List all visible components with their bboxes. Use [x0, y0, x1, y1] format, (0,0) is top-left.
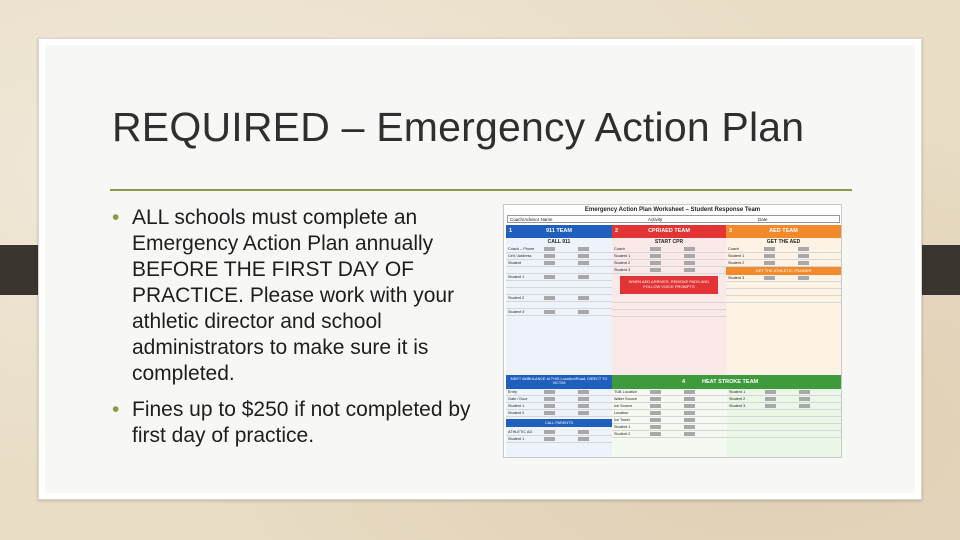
- worksheet-line: Entry: [506, 389, 612, 396]
- worksheet-line: [506, 267, 612, 274]
- worksheet-line: Location: [612, 410, 727, 417]
- worksheet-line: Student 1: [506, 436, 612, 443]
- team-number: 4: [682, 379, 686, 385]
- team-aed-column: [726, 225, 841, 375]
- worksheet-line: [727, 424, 841, 431]
- bullet-item-fines: [110, 397, 480, 449]
- ambulance-note: MEET AMBULANCE at THIS Location/Road, DIRECT TO VICTIM: [506, 375, 612, 389]
- worksheet-line: ATHLETIC AD: [506, 429, 612, 436]
- trainer-note: GET THE ATHLETIC TRAINER: [726, 267, 841, 275]
- team-cpr-column: [612, 225, 726, 375]
- right-tab-decoration: [918, 245, 960, 295]
- team-number: 3: [729, 228, 733, 234]
- team-name: HEAT STROKE TEAM: [702, 379, 759, 385]
- team-name: 911 TEAM: [546, 228, 572, 234]
- team-number: 2: [615, 228, 619, 234]
- bullet-icon: •: [112, 398, 120, 421]
- team-911-column: [506, 225, 612, 375]
- team-number: 1: [509, 228, 513, 234]
- bullet-item-eap-requirement: [110, 205, 480, 387]
- team-name: CPR/AED TEAM: [648, 228, 690, 234]
- title-divider: [110, 189, 852, 191]
- worksheet-line: [612, 310, 726, 317]
- worksheet-line: Student 2: [506, 295, 612, 302]
- worksheet-bottom-section: [506, 375, 841, 457]
- worksheet-line: Coach: [612, 246, 726, 253]
- worksheet-line: Student 3: [506, 309, 612, 316]
- worksheet-line: Student 1: [506, 274, 612, 281]
- field-activity: Activity: [648, 217, 663, 222]
- worksheet-line: Student 2: [726, 260, 841, 267]
- worksheet-line: [612, 303, 726, 310]
- worksheet-line: Student 1: [612, 253, 726, 260]
- worksheet-line: [726, 296, 841, 303]
- bullet-text: ALL schools must complete an Emergency Action Plan annually BEFORE THE FIRST DAY OF PRACTICE. Please work with your athletic director and school administrators to make sure it is completed.: [132, 206, 455, 385]
- worksheet-title: Emergency Action Plan Worksheet – Student Response Team: [584, 207, 761, 213]
- worksheet-line: [506, 302, 612, 309]
- field-coach: Coach/Advisor Name: [510, 217, 553, 222]
- heat-column-mid: [612, 389, 727, 457]
- worksheet-line: [727, 410, 841, 417]
- worksheet-line: Student 2: [506, 410, 612, 417]
- worksheet-line: Cell / Address: [506, 253, 612, 260]
- worksheet-line: Gate / Door: [506, 396, 612, 403]
- aed-arrival-note: WHEN AED ARRIVES, REMOVE PADS AND FOLLOW VOICE PROMPTS: [620, 276, 718, 294]
- team-action: START CPR: [654, 239, 684, 245]
- team-name: AED TEAM: [769, 228, 798, 234]
- worksheet-line: [612, 296, 726, 303]
- worksheet-line: Ice Source: [612, 403, 727, 410]
- worksheet-line: Student 2: [612, 431, 727, 438]
- team-aed-header: [726, 225, 841, 238]
- worksheet-line: Student 3: [727, 403, 841, 410]
- bullet-icon: •: [112, 206, 120, 229]
- worksheet-line: Ice Towel: [612, 417, 727, 424]
- team-action: GET THE AED: [766, 239, 801, 245]
- worksheet-fields: [507, 215, 840, 223]
- worksheet-line: Coach – Phone: [506, 246, 612, 253]
- bullet-list: [110, 205, 480, 449]
- worksheet-line: Student 3: [612, 267, 726, 274]
- team-heat-header: [612, 375, 841, 389]
- worksheet-line: Student 1: [726, 253, 841, 260]
- worksheet-line: Student 2: [612, 260, 726, 267]
- worksheet-line: Student 1: [612, 424, 727, 431]
- worksheet-line: Water Source: [612, 396, 727, 403]
- worksheet-line: [727, 417, 841, 424]
- team-911-header: [506, 225, 612, 238]
- worksheet-line: [506, 288, 612, 295]
- worksheet-line: Student 1: [506, 403, 612, 410]
- worksheet-line: TUB Location: [612, 389, 727, 396]
- worksheet-line: [726, 289, 841, 296]
- field-date: Date: [758, 217, 768, 222]
- worksheet-line: [727, 431, 841, 438]
- slide-title: REQUIRED – Emergency Action Plan: [112, 104, 805, 150]
- left-tab-decoration: [0, 245, 42, 295]
- ambulance-column: [506, 389, 612, 457]
- team-action: CALL 911: [547, 239, 571, 245]
- eap-worksheet-image: [503, 204, 842, 458]
- worksheet-line: [506, 281, 612, 288]
- parents-note: CALL PARENTS: [506, 419, 612, 427]
- heat-column-right: [727, 389, 841, 457]
- worksheet-line: Student: [506, 260, 612, 267]
- worksheet-line: [726, 282, 841, 289]
- bullet-text: Fines up to $250 if not completed by first day of practice.: [132, 398, 471, 447]
- team-cpr-header: [612, 225, 726, 238]
- worksheet-line: Coach: [726, 246, 841, 253]
- worksheet-line: Student 1: [727, 389, 841, 396]
- worksheet-line: Student 2: [727, 396, 841, 403]
- worksheet-line: Student 3: [726, 275, 841, 282]
